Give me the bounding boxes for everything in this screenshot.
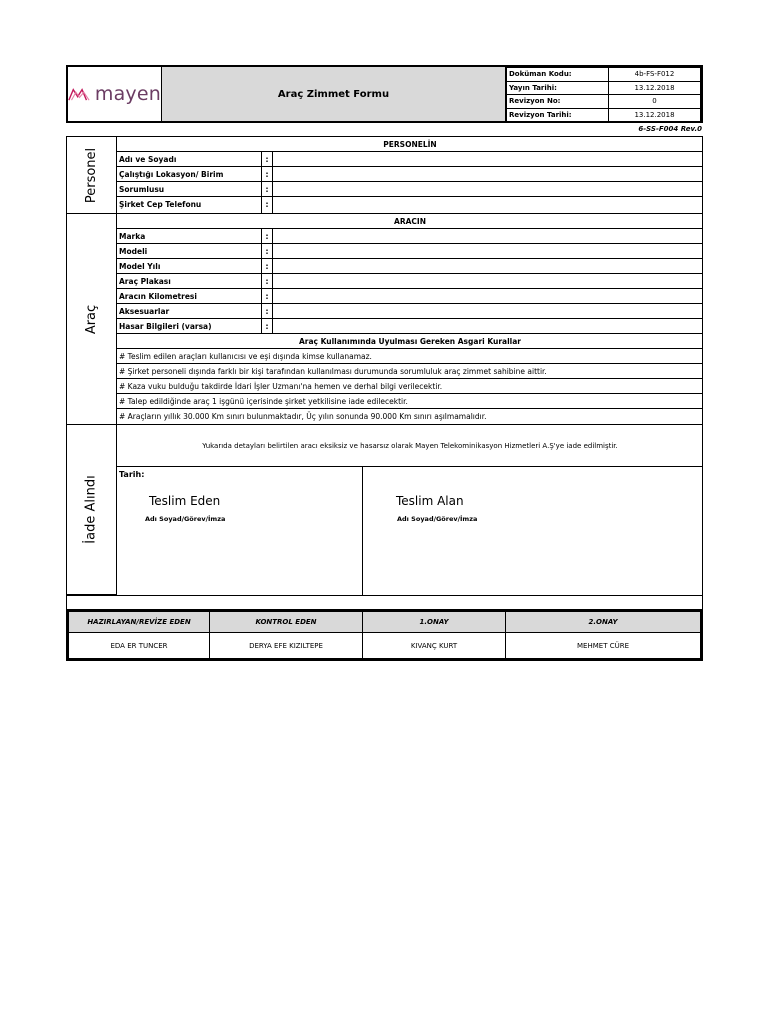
field-colon: : — [261, 229, 273, 244]
personel-heading: PERSONELİN — [117, 137, 703, 152]
rule-item: # Araçların yıllık 30.000 Km sınırı bulunmaktadır, Üç yılın sonunda 90.000 Km sınırı aşılmamalıdır. — [117, 409, 703, 425]
field-label: Şirket Cep Telefonu — [119, 200, 202, 209]
arac-field-row[interactable] — [117, 229, 703, 244]
document-meta — [506, 67, 701, 121]
signature-divider — [362, 467, 363, 595]
field-colon: : — [261, 259, 273, 274]
field-label: Marka — [119, 232, 146, 241]
personel-field-row[interactable] — [117, 167, 703, 182]
approval-header: 2.ONAY — [506, 612, 701, 633]
approval-name: KIVANÇ KURT — [363, 633, 506, 659]
company-logo — [68, 67, 162, 121]
arac-field-row[interactable] — [117, 244, 703, 259]
approval-header: KONTROL EDEN — [210, 612, 363, 633]
field-label: Çalıştığı Lokasyon/ Birim — [119, 170, 224, 179]
teslim-alan-title: Teslim Alan — [396, 494, 464, 508]
field-colon: : — [261, 289, 273, 304]
date-label: Tarih: — [119, 470, 145, 479]
approval-header: 1.ONAY — [363, 612, 506, 633]
form-bottom-divider — [67, 595, 703, 596]
field-colon: : — [261, 319, 273, 334]
meta-key: Yayın Tarihi: — [507, 81, 609, 95]
iade-side-label: İade Alındı — [67, 425, 117, 595]
field-colon: : — [261, 197, 273, 214]
meta-key: Doküman Kodu: — [507, 68, 609, 82]
meta-value: 0 — [609, 95, 701, 109]
rules-heading: Araç Kullanımında Uyulması Gereken Asgari Kurallar — [117, 334, 703, 349]
field-colon: : — [261, 274, 273, 289]
arac-field-row[interactable] — [117, 289, 703, 304]
field-label: Adı ve Soyadı — [119, 155, 177, 164]
personel-field-row[interactable] — [117, 197, 703, 214]
meta-key: Revizyon Tarihi: — [507, 108, 609, 122]
field-colon: : — [261, 152, 273, 167]
field-colon: : — [261, 244, 273, 259]
field-label: Aksesuarlar — [119, 307, 170, 316]
field-label: Model Yılı — [119, 262, 161, 271]
arac-field-row[interactable] — [117, 259, 703, 274]
form-title: Araç Zimmet Formu — [162, 67, 506, 121]
meta-key: Revizyon No: — [507, 95, 609, 109]
meta-value: 4b-FS-F012 — [609, 68, 701, 82]
approval-name: MEHMET CÜRE — [506, 633, 701, 659]
approval-header: HAZIRLAYAN/REVİZE EDEN — [69, 612, 210, 633]
rule-item: # Talep edildiğinde araç 1 işgünü içerisinde şirket yetkilisine iade edilecektir. — [117, 394, 703, 409]
logo-text: mayen — [94, 83, 161, 105]
arac-side-label: Araç — [67, 214, 117, 425]
field-label: Aracın Kilometresi — [119, 292, 197, 301]
field-label: Sorumlusu — [119, 185, 165, 194]
teslim-eden-sub: Adı Soyad/Görev/İmza — [145, 515, 226, 523]
form-header — [66, 65, 703, 123]
field-label: Modeli — [119, 247, 148, 256]
return-statement: Yukarıda detayları belirtilen aracı eksiksiz ve hasarsız olarak Mayen Telekominikasyon Hizmetleri A.Ş'ye iade edilmiştir. — [117, 425, 703, 467]
rule-item: # Şirket personeli dışında farklı bir kişi tarafından kullanılması durumunda sorumluluk araç zimmet sahibine aittir. — [117, 364, 703, 379]
approval-name: DERYA EFE KIZILTEPE — [210, 633, 363, 659]
field-colon: : — [261, 304, 273, 319]
arac-field-row[interactable] — [117, 274, 703, 289]
arac-field-row[interactable] — [117, 319, 703, 334]
rule-item: # Teslim edilen araçları kullanıcısı ve eşi dışında kimse kullanamaz. — [117, 349, 703, 364]
form-body — [66, 136, 703, 610]
teslim-alan-sub: Adı Soyad/Görev/İmza — [397, 515, 478, 523]
field-label: Araç Plakası — [119, 277, 171, 286]
field-colon: : — [261, 182, 273, 197]
document-reference: 6-SS-F004 Rev.0 — [638, 125, 702, 133]
mayen-logo-icon — [68, 85, 91, 103]
rule-item: # Kaza vuku bulduğu takdirde İdari İşler Uzmanı'na hemen ve derhal bilgi verilecektir. — [117, 379, 703, 394]
personel-field-row[interactable] — [117, 152, 703, 167]
teslim-eden-title: Teslim Eden — [149, 494, 221, 508]
personel-side-label: Personel — [67, 137, 117, 214]
field-label: Hasar Bilgileri (varsa) — [119, 322, 212, 331]
approval-name: EDA ER TUNCER — [69, 633, 210, 659]
meta-value: 13.12.2018 — [609, 108, 701, 122]
meta-value: 13.12.2018 — [609, 81, 701, 95]
approvals-table — [66, 609, 703, 661]
personel-field-row[interactable] — [117, 182, 703, 197]
arac-field-row[interactable] — [117, 304, 703, 319]
arac-heading: ARACIN — [117, 214, 703, 229]
field-colon: : — [261, 167, 273, 182]
